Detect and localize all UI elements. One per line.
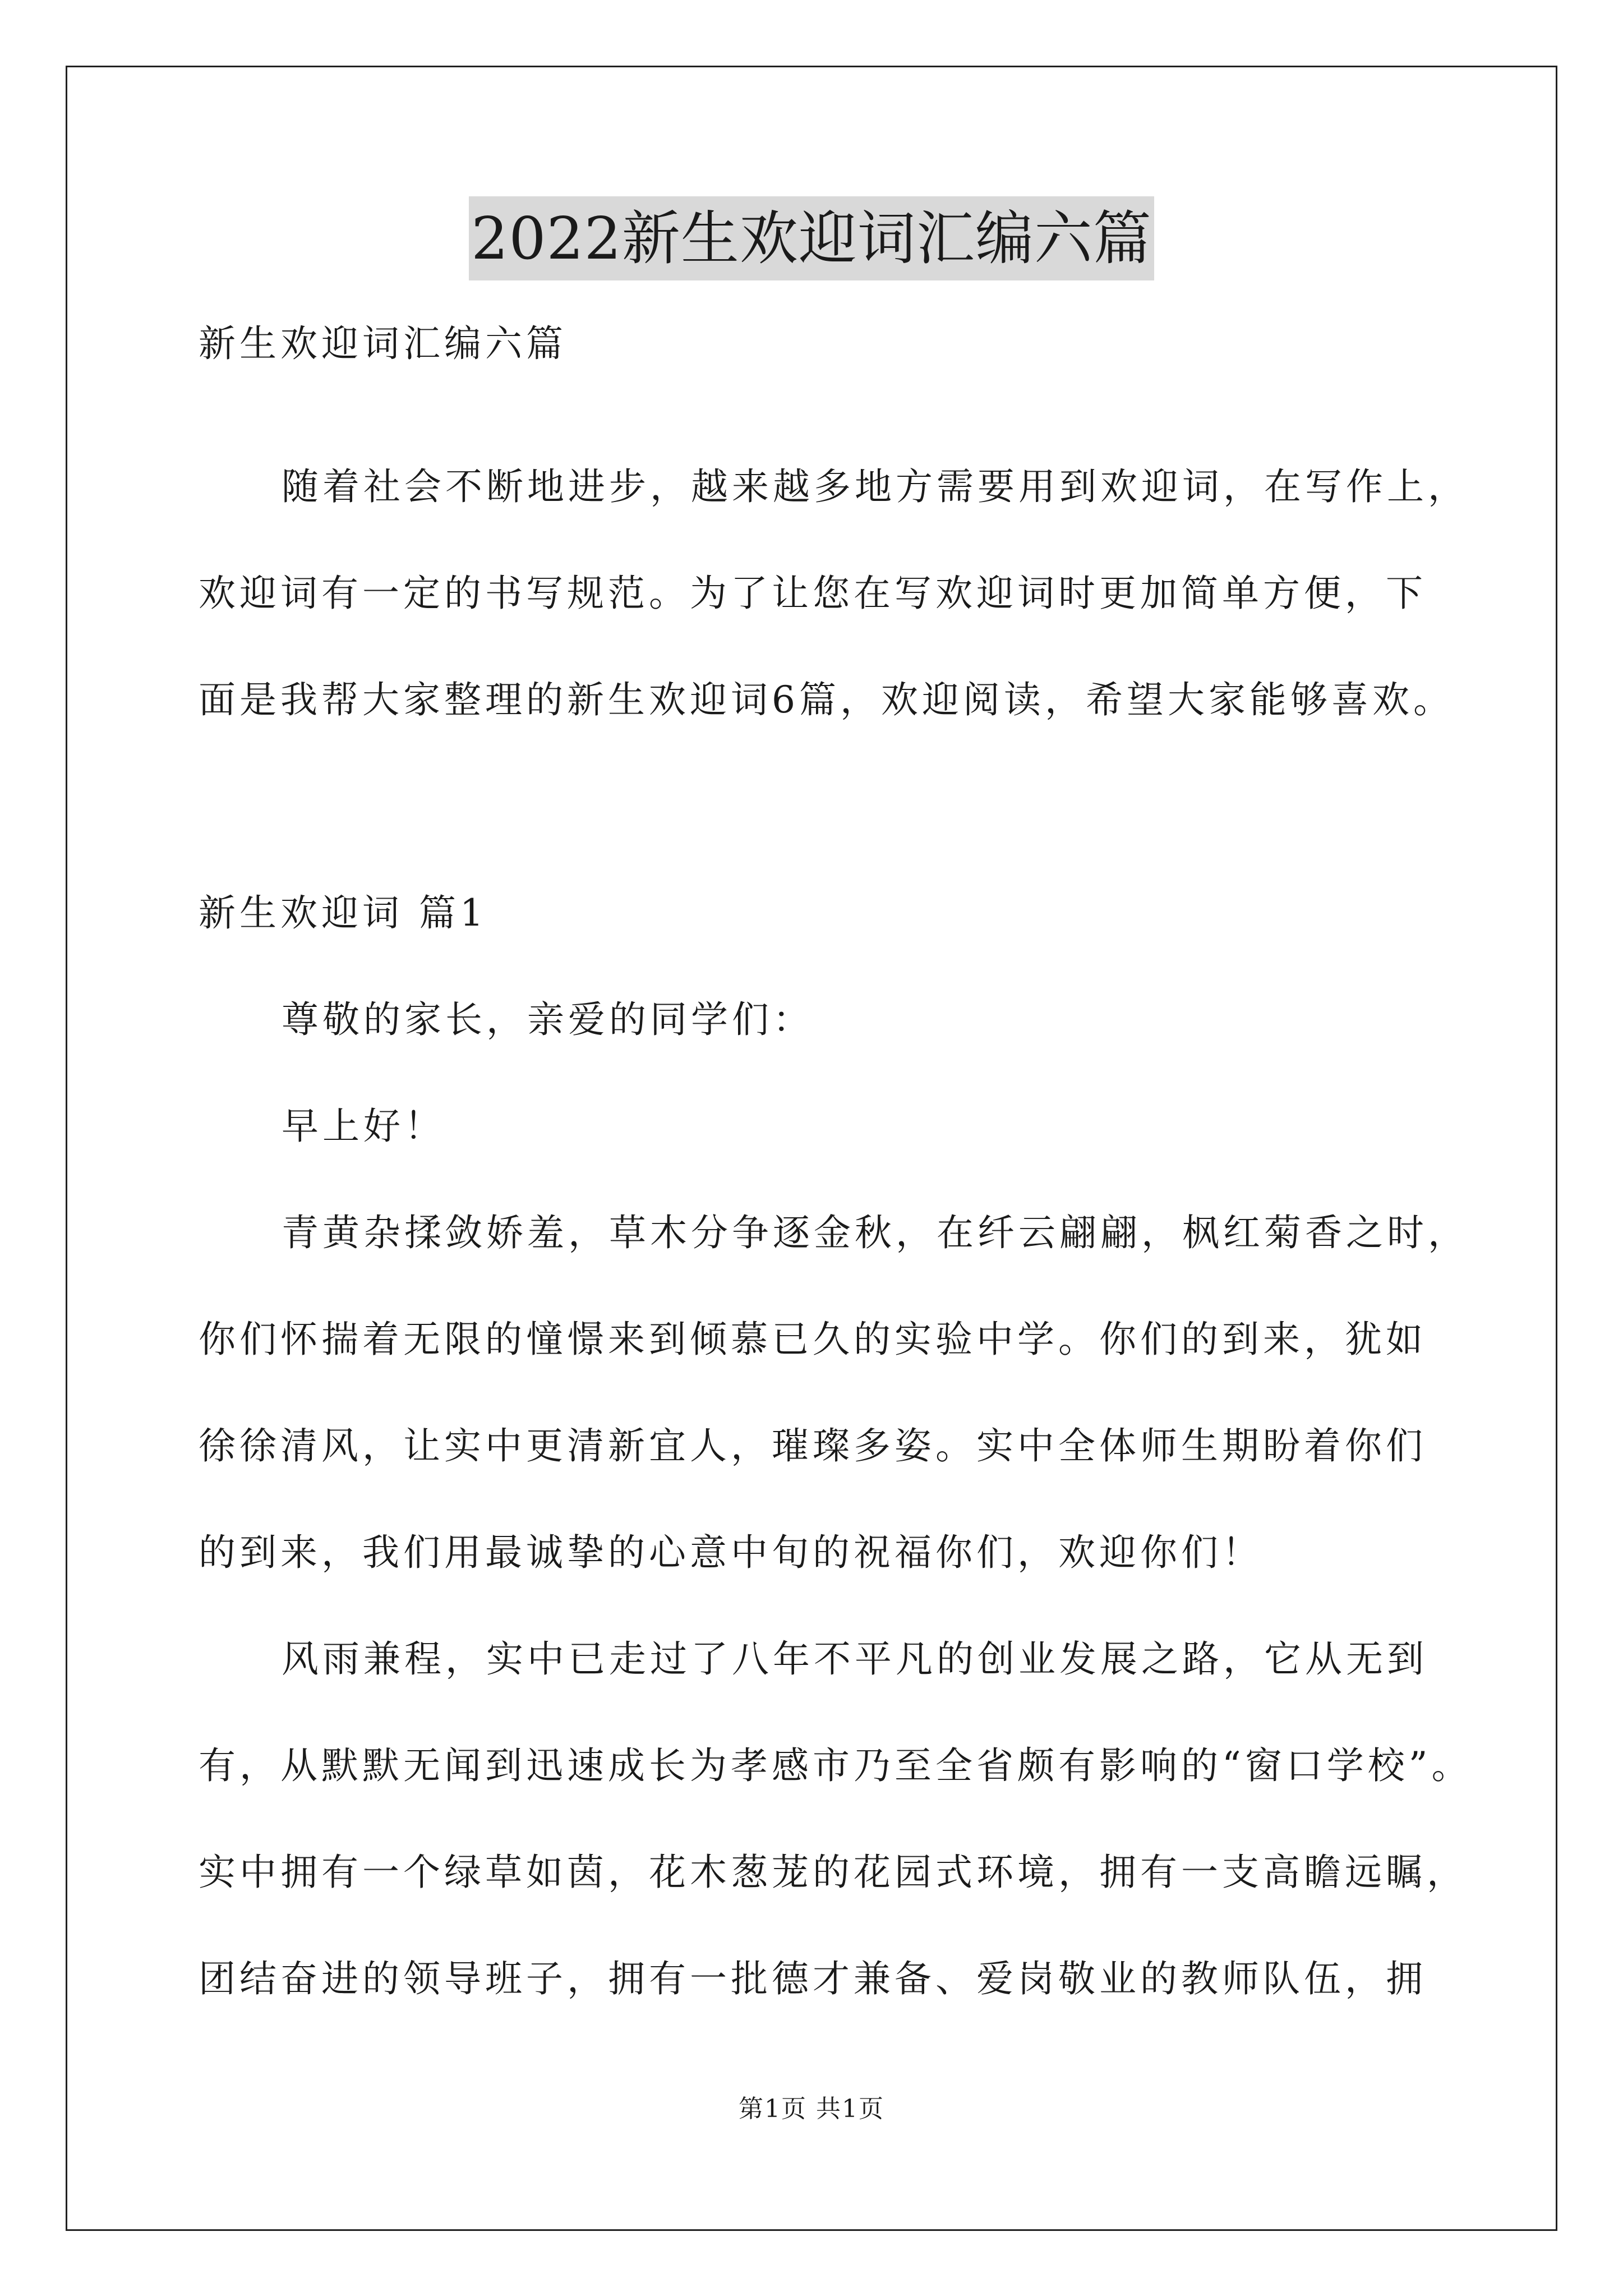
salutation: 尊敬的家长，亲爱的同学们： [282,998,814,1041]
paragraph2-line-1: 风雨兼程，实中已走过了八年不平凡的创业发展之路，它从无到 [282,1637,1428,1681]
paragraph1-line-3: 徐徐清风，让实中更清新宜人，璀璨多姿。实中全体师生期盼着你们 [199,1424,1427,1467]
paragraph1-line-2: 你们怀揣着无限的憧憬来到倾慕已久的实验中学。你们的到来，犹如 [199,1318,1427,1361]
paragraph1-line-4: 的到来，我们用最诚挚的心意中旬的祝福你们，欢迎你们！ [199,1531,1263,1574]
document-subtitle: 新生欢迎词汇编六篇 [199,322,567,365]
section-heading: 新生欢迎词 篇1 [199,891,487,935]
document-title: 2022新生欢迎词汇编六篇 [469,196,1154,280]
paragraph2-line-2: 有，从默默无闻到迅速成长为孝感市乃至全省颇有影响的“窗口学校”。 [199,1744,1473,1787]
intro-line-1: 随着社会不断地进步，越来越多地方需要用到欢迎词，在写作上， [282,465,1469,508]
paragraph2-line-3: 实中拥有一个绿草如茵，花木葱茏的花园式环境，拥有一支高瞻远瞩， [199,1851,1468,1894]
intro-line-2: 欢迎词有一定的书写规范。为了让您在写欢迎词时更加简单方便，下 [199,572,1427,615]
intro-line-3: 面是我帮大家整理的新生欢迎词6篇，欢迎阅读，希望大家能够喜欢。 [199,678,1454,721]
paragraph1-line-1: 青黄杂揉敛娇羞，草木分争逐金秋，在纤云翩翩，枫红菊香之时， [282,1211,1469,1254]
title-container [0,196,1623,280]
paragraph2-line-4: 团结奋进的领导班子，拥有一批德才兼备、爱岗敬业的教师队伍，拥 [199,1957,1427,2000]
greeting: 早上好！ [282,1105,445,1148]
page-footer: 第1页 共1页 [739,2095,884,2123]
